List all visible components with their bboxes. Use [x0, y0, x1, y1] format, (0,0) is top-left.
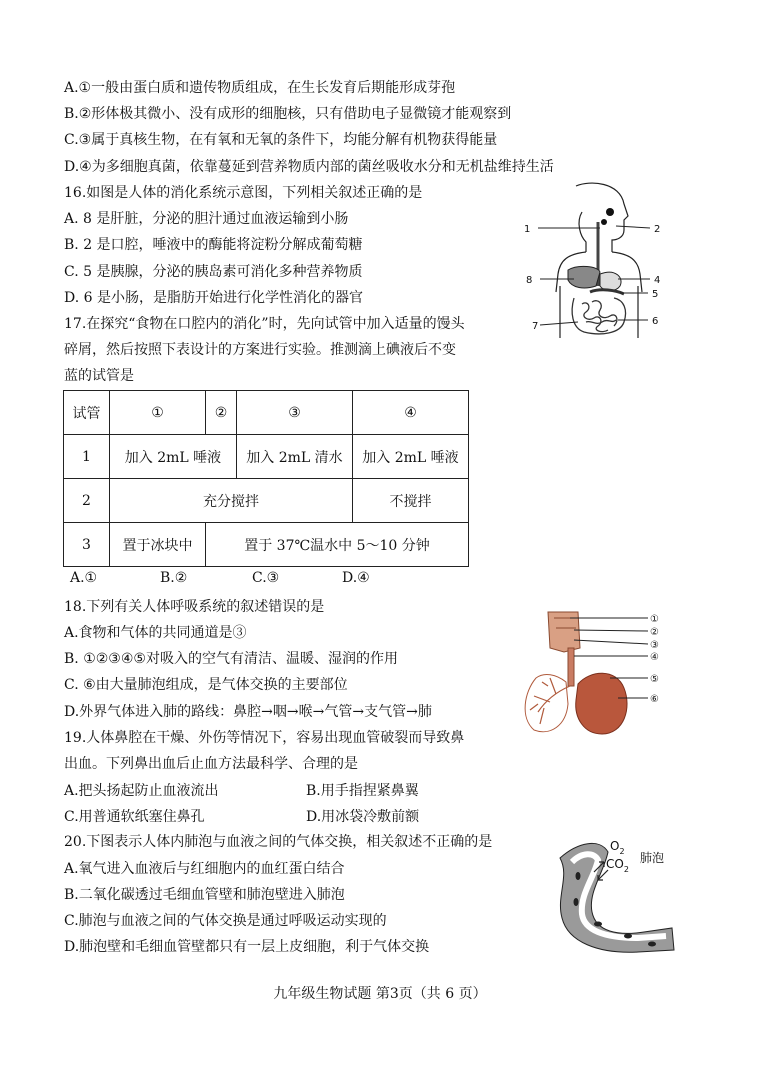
q17-option-b: B.②: [160, 570, 188, 586]
table-header-cell: ②: [206, 391, 237, 435]
q18-option-a: A.食物和气体的共同通道是③: [64, 625, 247, 641]
q16-stem: 16.如图是人体的消化系统示意图，下列相关叙述正确的是: [64, 185, 423, 201]
q17-stem-line-1: 17.在探究“食物在口腔内的消化”时，先向试管中加入适量的馒头: [64, 316, 465, 332]
q16-fig-label-7: 7: [532, 321, 539, 332]
q18-option-c: C. ⑥由大量肺泡组成，是气体交换的主要部位: [64, 677, 348, 693]
o2-label: $O_2$: [610, 839, 625, 856]
table-header-cell: ①: [110, 391, 206, 435]
q16-option-a: A. 8 是肝脏，分泌的胆汁通过血液运输到小肠: [64, 211, 349, 227]
q17-stem-line-3: 蓝的试管是: [64, 368, 134, 384]
table-cell: 加入 2mL 清水: [237, 435, 353, 479]
digestive-system-figure: [520, 182, 670, 342]
q16-option-c: C. 5 是胰腺，分泌的胰岛素可消化多种营养物质: [64, 264, 363, 280]
table-cell: 置于冰块中: [110, 523, 206, 567]
q20-stem: 20.下图表示人体内肺泡与血液之间的气体交换，相关叙述不正确的是: [64, 834, 493, 850]
table-row: [64, 435, 469, 479]
q17-stem-line-2: 碎屑，然后按照下表设计的方案进行实验。推测滴上碘液后不变: [64, 342, 456, 358]
q19-option-a: A.把头扬起防止血液流出: [64, 783, 219, 799]
page-footer: 九年级生物试题 第3页（共 6 页）: [273, 986, 487, 1002]
q19-stem-line-2: 出血。下列鼻出血后止血方法最科学、合理的是: [64, 756, 358, 772]
table-row: [64, 479, 469, 523]
table-row: [64, 523, 469, 567]
q18-fig-label-4: ④: [650, 652, 659, 663]
q20-option-d: D.肺泡壁和毛细血管壁都只有一层上皮细胞，利于气体交换: [64, 939, 430, 955]
table-header-cell: ③: [237, 391, 353, 435]
table-header-cell: ④: [353, 391, 469, 435]
q19-option-c: C.用普通软纸塞住鼻孔: [64, 809, 205, 825]
q16-fig-label-5: 5: [652, 289, 659, 300]
co2-label: $CO_2$: [606, 857, 629, 874]
q15-option-b: B.②形体极其微小、没有成形的细胞核，只有借助电子显微镜才能观察到: [64, 106, 512, 122]
table-cell: 3: [64, 523, 110, 567]
q18-fig-label-5: ⑤: [650, 674, 659, 685]
q16-fig-label-8: 8: [526, 275, 533, 286]
respiratory-system-figure: [520, 608, 700, 736]
q16-fig-label-2: 2: [654, 224, 661, 235]
q18-fig-label-3: ③: [650, 640, 659, 651]
q20-option-b: B.二氧化碳透过毛细血管壁和肺泡壁进入肺泡: [64, 887, 345, 903]
q16-fig-label-1: 1: [524, 224, 531, 235]
q17-options: [64, 570, 424, 590]
table-cell: 充分搅拌: [110, 479, 353, 523]
q19-stem-line-1: 19.人体鼻腔在干燥、外伤等情况下，容易出现血管破裂而导致鼻: [64, 730, 465, 746]
q17-option-c: C.③: [252, 570, 280, 586]
q16-fig-label-6: 6: [652, 316, 659, 327]
table-cell: 加入 2mL 唾液: [110, 435, 237, 479]
q18-stem: 18.下列有关人体呼吸系统的叙述错误的是: [64, 599, 325, 615]
table-header-cell: 试管: [64, 391, 110, 435]
table-cell: 2: [64, 479, 110, 523]
experiment-table: [63, 390, 469, 567]
q15-option-d: D.④为多细胞真菌，依靠蔓延到营养物质内部的菌丝吸收水分和无机盐维持生活: [64, 159, 554, 175]
q19-options-row-1: [64, 780, 504, 800]
q15-option-c: C.③属于真核生物，在有氧和无氧的条件下，均能分解有机物获得能量: [64, 132, 498, 148]
alveolus-label: 肺泡: [640, 851, 665, 865]
q19-option-d: D.用冰袋冷敷前额: [306, 809, 420, 825]
gas-exchange-figure: [548, 832, 688, 954]
q18-option-b: B. ①②③④⑤对吸入的空气有清洁、温暖、湿润的作用: [64, 651, 398, 667]
q19-options-row-2: [64, 806, 504, 826]
table-cell: 置于 37℃温水中 5～10 分钟: [206, 523, 469, 567]
q19-option-b: B.用手指捏紧鼻翼: [306, 783, 419, 799]
q17-option-d: D.④: [342, 570, 370, 586]
q20-option-c: C.肺泡与血液之间的气体交换是通过呼吸运动实现的: [64, 913, 387, 929]
q18-fig-label-1: ①: [650, 614, 659, 625]
q16-option-b: B. 2 是口腔，唾液中的酶能将淀粉分解成葡萄糖: [64, 237, 363, 253]
q17-option-a: A.①: [70, 570, 98, 586]
q18-fig-label-6: ⑥: [650, 694, 659, 705]
q16-fig-label-4: 4: [654, 275, 661, 286]
table-header-row: [64, 391, 469, 435]
table-cell: 加入 2mL 唾液: [353, 435, 469, 479]
q15-option-a: A.①一般由蛋白质和遗传物质组成，在生长发育后期能形成芽孢: [64, 80, 456, 96]
table-cell: 1: [64, 435, 110, 479]
q18-fig-label-2: ②: [650, 627, 659, 638]
q16-option-d: D. 6 是小肠，是脂肪开始进行化学性消化的器官: [64, 290, 363, 306]
q18-option-d: D.外界气体进入肺的路线：鼻腔→咽→喉→气管→支气管→肺: [64, 704, 432, 720]
table-cell: 不搅拌: [353, 479, 469, 523]
q20-option-a: A.氧气进入血液后与红细胞内的血红蛋白结合: [64, 861, 345, 877]
